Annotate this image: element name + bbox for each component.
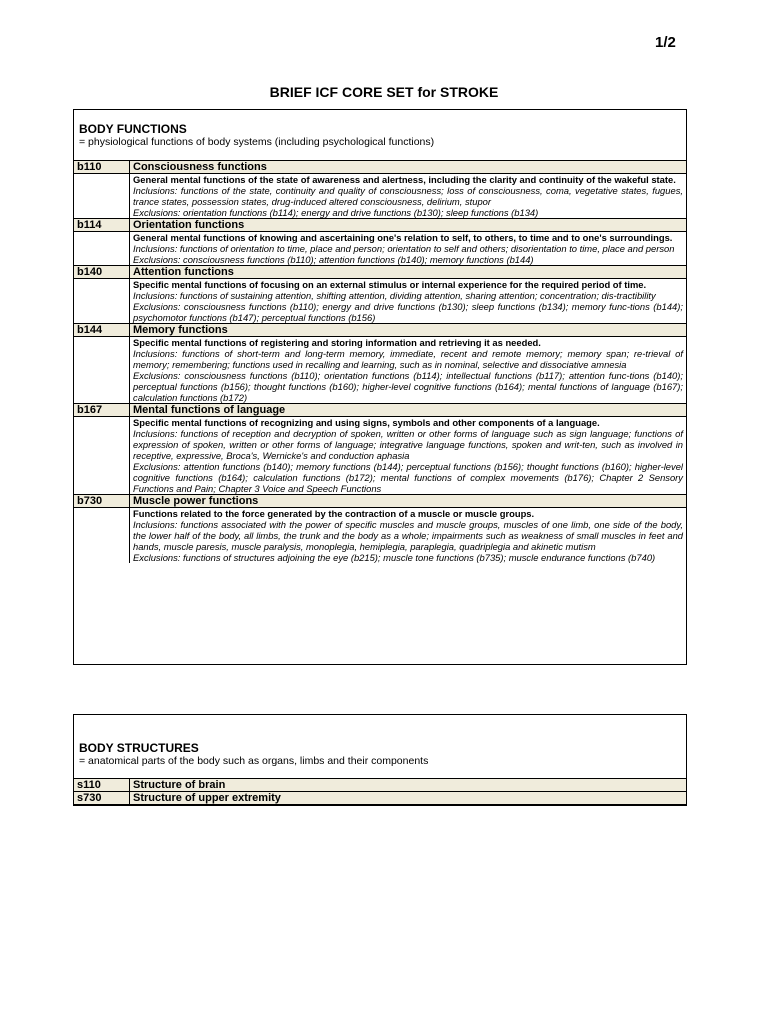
code-spacer <box>74 232 130 266</box>
definition-text: Specific mental functions of focusing on an external stimulus or internal experience for the required period of time. <box>133 279 647 290</box>
icf-code: b167 <box>74 404 130 417</box>
category-details <box>130 279 687 324</box>
category-details <box>130 232 687 266</box>
inclusions-text: Inclusions: functions associated with the power of specific muscles and muscle groups, muscles of one limb, one side of the body, the lower half of the body, all limbs, the trunk and the body as a whole; impairments such as weakness of small muscles in feet and hands, muscle paresis, muscle paralysis, monoplegia, hemiplegia, paraplegia, quadriplegia and akinetic mutism <box>133 519 683 552</box>
table-row-body <box>74 508 686 564</box>
table-row-body <box>74 232 686 266</box>
category-name: Memory functions <box>130 324 687 337</box>
body-structures-table <box>74 778 686 805</box>
exclusions-text: Exclusions: attention functions (b140); memory functions (b144); perceptual functions (b156); thought functions (b160); higher-level cognitive functions (b164); calculation functions (b172); mental functions of complex movements (b176); Chapter 2 Sensory Functions and Pain; Chapter 3 Voice and Speech Functions <box>133 461 683 494</box>
inclusions-text: Inclusions: functions of sustaining attention, shifting attention, dividing attention, sharing attention; concentration; dis-tractibility <box>133 290 656 301</box>
body-functions-table <box>74 160 686 563</box>
icf-code: b110 <box>74 161 130 174</box>
icf-code: b144 <box>74 324 130 337</box>
section-description: = anatomical parts of the body such as organs, limbs and their components <box>79 755 429 767</box>
exclusions-text: Exclusions: consciousness functions (b110); energy and drive functions (b130); sleep functions (b134); memory func-tions (b144); psychomotor functions (b147); perceptual functions (b156) <box>133 301 683 323</box>
category-details <box>130 337 687 404</box>
icf-code: b730 <box>74 495 130 508</box>
code-spacer <box>74 174 130 219</box>
category-name: Attention functions <box>130 266 687 279</box>
definition-text: General mental functions of the state of awareness and alertness, including the clarity and continuity of the wakeful state. <box>133 174 676 185</box>
table-row-header <box>74 404 686 417</box>
table-row-header <box>74 219 686 232</box>
exclusions-text: Exclusions: consciousness functions (b110); attention functions (b140); memory functions (b144) <box>133 254 534 265</box>
table-row-header <box>74 161 686 174</box>
definition-text: Specific mental functions of recognizing and using signs, symbols and other components of a language. <box>133 417 600 428</box>
definition-text: Functions related to the force generated by the contraction of a muscle or muscle groups. <box>133 508 535 519</box>
inclusions-text: Inclusions: functions of orientation to time, place and person; orientation to self and others; disorientation to time, place and person <box>133 243 675 254</box>
exclusions-text: Exclusions: functions of structures adjoining the eye (b215); muscle tone functions (b735); muscle endurance functions (b740) <box>133 552 656 563</box>
body-functions-section <box>73 109 687 665</box>
category-details <box>130 174 687 219</box>
category-name: Structure of brain <box>130 779 687 792</box>
category-name: Muscle power functions <box>130 495 687 508</box>
document-title: BRIEF ICF CORE SET for STROKE <box>269 84 499 100</box>
table-row-header <box>74 324 686 337</box>
icf-code: s110 <box>74 779 130 792</box>
code-spacer <box>74 508 130 564</box>
table-row-header <box>74 792 686 805</box>
category-details <box>130 417 687 495</box>
inclusions-text: Inclusions: functions of the state, continuity and quality of consciousness; loss of consciousness, coma, vegetative states, fugues, trance states, possession states, drug-induced altered consciousness, delirium, stupor <box>133 185 683 207</box>
table-row-body <box>74 174 686 219</box>
category-details <box>130 508 687 564</box>
code-spacer <box>74 337 130 404</box>
code-spacer <box>74 417 130 495</box>
category-name: Mental functions of language <box>130 404 687 417</box>
definition-text: General mental functions of knowing and ascertaining one's relation to self, to others, to time and to one's surroundings. <box>133 232 673 243</box>
icf-code: s730 <box>74 792 130 805</box>
definition-text: Specific mental functions of registering and storing information and retrieving it as needed. <box>133 337 541 348</box>
exclusions-text: Exclusions: consciousness functions (b110); orientation functions (b114); intellectual functions (b117); attention func-tions (b140); perceptual functions (b156); thought functions (b160); higher-level cognitive functions (b164); mental functions of language (b167); calculation functions (b172) <box>133 370 683 403</box>
code-spacer <box>74 279 130 324</box>
exclusions-text: Exclusions: orientation functions (b114); energy and drive functions (b130); sleep functions (b134) <box>133 207 539 218</box>
table-row-body <box>74 337 686 404</box>
table-row-body <box>74 417 686 495</box>
category-name: Consciousness functions <box>130 161 687 174</box>
page-number: 1/2 <box>655 34 676 51</box>
table-row-header <box>74 495 686 508</box>
table-row-body <box>74 279 686 324</box>
table-row-header <box>74 266 686 279</box>
inclusions-text: Inclusions: functions of reception and decryption of spoken, written or other forms of language such as sign language; functions of expression of spoken, written or other forms of language; integrative language functions, spoken and writ-ten, such as involved in receptive, expressive, Broca's, Wernicke's and conduction aphasia <box>133 428 683 461</box>
body-structures-section <box>73 714 687 806</box>
category-name: Orientation functions <box>130 219 687 232</box>
section-heading: BODY STRUCTURES <box>79 741 199 755</box>
icf-code: b114 <box>74 219 130 232</box>
icf-code: b140 <box>74 266 130 279</box>
inclusions-text: Inclusions: functions of short-term and long-term memory, immediate, recent and remote memory; memory span; re-trieval of memory; remembering; functions used in recalling and learning, such as in nominal, selective and dissociative amnesia <box>133 348 683 370</box>
category-name: Structure of upper extremity <box>130 792 687 805</box>
section-description: = physiological functions of body systems (including psychological functions) <box>79 136 435 148</box>
table-row-header <box>74 779 686 792</box>
section-heading: BODY FUNCTIONS <box>79 122 187 136</box>
